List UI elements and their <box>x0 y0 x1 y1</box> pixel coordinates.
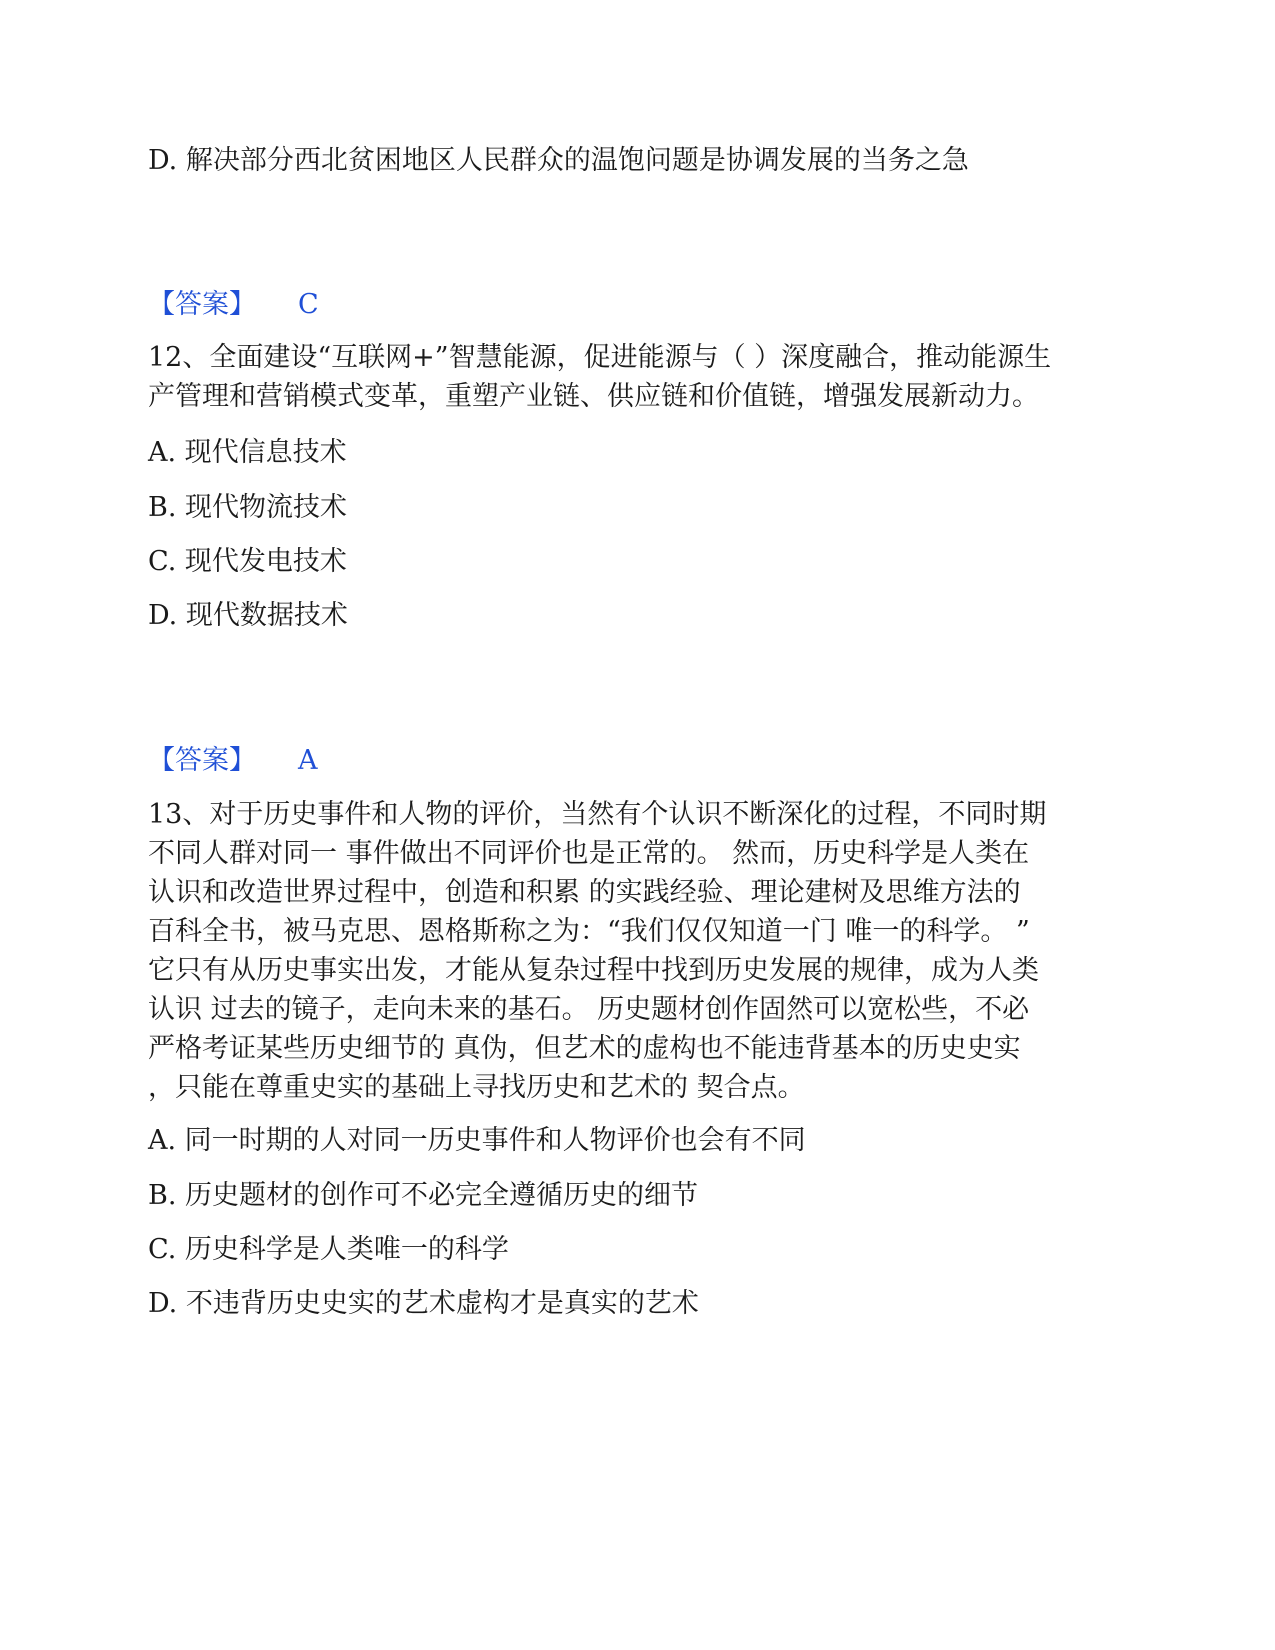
q12-answer <box>148 742 318 780</box>
q12-option-c: C. 现代发电技术 <box>148 546 347 577</box>
q13-stem-line: 13、对于历史事件和人物的评价，当然有个认识不断深化的过程，不同时期 <box>148 799 1047 830</box>
q13-option-d: D. 不违背历史史实的艺术虚构才是真实的艺术 <box>148 1288 699 1319</box>
q13-stem <box>148 795 1108 1107</box>
q13-stem-line: 它只有从历史事实出发，才能从复杂过程中找到历史发展的规律，成为人类 <box>148 955 1039 986</box>
q12-option-d: D. 现代数据技术 <box>148 600 348 631</box>
answer-label: 【答案】 <box>148 289 256 320</box>
answer-label: 【答案】 <box>148 745 256 776</box>
answer-value: C <box>298 289 319 320</box>
q12-option-b: B. 现代物流技术 <box>148 492 348 523</box>
q13-stem-line: 不同人群对同一 事件做出不同评价也是正常的。 然而，历史科学是人类在 <box>148 838 1030 869</box>
q12-option-a: A. 现代信息技术 <box>148 437 347 468</box>
q13-option-b: B. 历史题材的创作可不必完全遵循历史的细节 <box>148 1180 699 1211</box>
q13-option-a: A. 同一时期的人对同一历史事件和人物评价也会有不同 <box>148 1125 806 1156</box>
q13-stem-line: 百科全书，被马克思、恩格斯称之为：“我们仅仅知道一门 唯一的科学。 ” <box>148 916 1030 947</box>
q11-option-d: D. 解决部分西北贫困地区人民群众的温饱问题是协调发展的当务之急 <box>148 145 969 176</box>
q13-stem-line: 认识和改造世界过程中，创造和积累 的实践经验、理论建树及思维方法的 <box>148 877 1021 908</box>
q12-stem-line: 产管理和营销模式变革，重塑产业链、供应链和价值链，增强发展新动力。 <box>148 381 1039 412</box>
answer-value: A <box>298 745 318 776</box>
q12-stem-line: 12、全面建设“互联网+”智慧能源，促进能源与（ ）深度融合，推动能源生 <box>148 342 1052 373</box>
q13-option-c: C. 历史科学是人类唯一的科学 <box>148 1234 509 1265</box>
q13-stem-line: ，只能在尊重史实的基础上寻找历史和艺术的 契合点。 <box>148 1072 805 1103</box>
q13-stem-line: 认识 过去的镜子，走向未来的基石。 历史题材创作固然可以宽松些，不必 <box>148 994 1030 1025</box>
q11-answer <box>148 286 319 324</box>
q12-stem <box>148 338 1108 416</box>
q13-stem-line: 严格考证某些历史细节的 真伪，但艺术的虚构也不能违背基本的历史史实 <box>148 1033 1021 1064</box>
